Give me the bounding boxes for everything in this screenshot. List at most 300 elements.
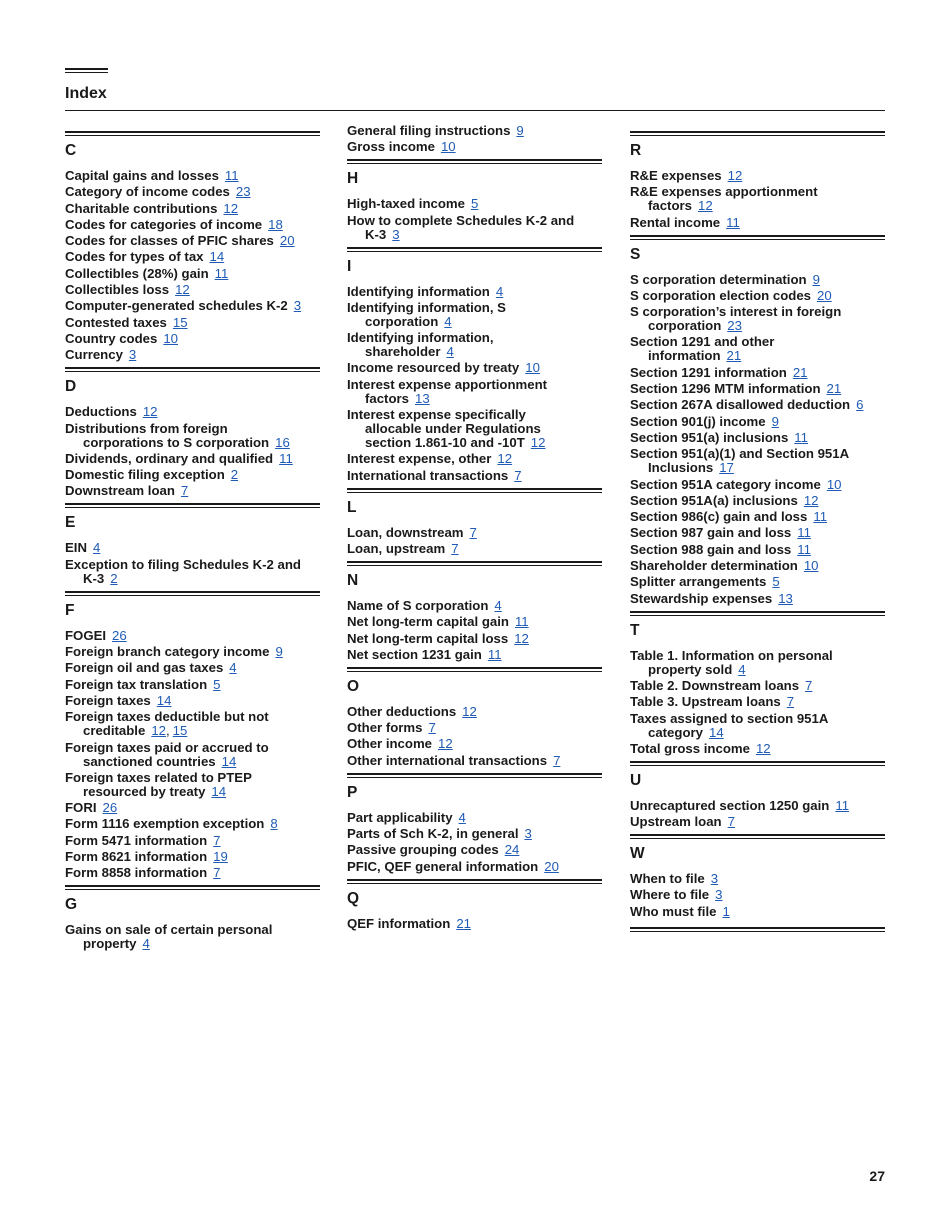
page-link[interactable]: 15: [172, 314, 188, 330]
page-link[interactable]: 11: [797, 541, 811, 557]
page-link[interactable]: 23: [727, 318, 742, 334]
entry-term: Codes for types of tax: [65, 249, 204, 265]
entry-term: QEF information: [347, 915, 451, 931]
index-section-p: [347, 773, 602, 874]
entry-term: Other international transactions: [347, 752, 548, 768]
section-rule: [347, 488, 602, 493]
index-entry: [630, 447, 885, 475]
index-entry: [630, 888, 885, 902]
page-link[interactable]: 26: [112, 627, 127, 643]
page-link[interactable]: 12: [697, 198, 713, 214]
index-entry: [65, 422, 320, 450]
entry-term: Interest expense specifically: [347, 407, 526, 423]
entry-term: Stewardship expenses: [630, 590, 773, 606]
index-entry: [630, 305, 885, 333]
index-section-u: [630, 761, 885, 829]
index-entry: [347, 615, 602, 629]
page-link[interactable]: 14: [209, 249, 225, 265]
entry-term: Shareholder determination: [630, 558, 798, 574]
entry-term: Computer-generated schedules K-2: [65, 298, 288, 314]
section-rule: [347, 667, 602, 672]
page-link[interactable]: 12: [755, 740, 771, 756]
entry-term: Foreign tax translation: [65, 676, 208, 692]
page-link[interactable]: 6: [856, 397, 864, 413]
index-entry: [65, 678, 320, 692]
entry-term: Section 1291 information: [630, 364, 787, 380]
index-entry: [347, 408, 602, 450]
page-link[interactable]: 11: [794, 429, 808, 445]
page-link[interactable]: 3: [293, 298, 302, 314]
entry-term: Taxes assigned to section 951A: [630, 710, 829, 726]
page-link[interactable]: 7: [469, 524, 477, 540]
entry-term: S corporation determination: [630, 271, 807, 287]
section-rule: [630, 761, 885, 766]
entry-term: Section 901(j) income: [630, 413, 766, 429]
index-entry: [65, 234, 320, 248]
entry-term: Foreign branch category income: [65, 644, 270, 660]
entry-term: FORI: [65, 800, 97, 816]
page-link[interactable]: 3: [524, 826, 532, 842]
section-letter: H: [347, 170, 359, 188]
entry-term: Other forms: [347, 720, 423, 736]
index-section-f: [65, 591, 320, 881]
page-link[interactable]: 8: [270, 816, 278, 832]
page-link[interactable]: 12: [530, 435, 546, 451]
section-letter: L: [347, 498, 357, 516]
page-link[interactable]: 12: [223, 200, 239, 216]
page-link[interactable]: 4: [494, 597, 502, 613]
page-link[interactable]: 18: [268, 216, 283, 232]
index-entry: [347, 721, 602, 735]
page-link[interactable]: 12: [142, 404, 158, 420]
index-column-2: [347, 124, 602, 933]
index-entry: [65, 866, 320, 880]
index-entry: [630, 431, 885, 445]
entry-term: Part applicability: [347, 809, 453, 825]
index-entry: [347, 811, 602, 825]
entry-term: Charitable contributions: [65, 200, 218, 216]
index-entry: [65, 468, 320, 482]
entry-term: Foreign oil and gas taxes: [65, 660, 224, 676]
index-entry: [630, 575, 885, 589]
entry-term: Section 986(c) gain and loss: [630, 509, 808, 525]
entry-term: R&E expenses: [630, 168, 722, 183]
section-letter: E: [65, 514, 76, 532]
index-entry: [630, 382, 885, 396]
page-link[interactable]: 9: [516, 123, 524, 138]
page-link[interactable]: 10: [826, 476, 842, 492]
page-link[interactable]: 23: [235, 184, 251, 200]
entry-term: Interest expense, other: [347, 451, 492, 467]
entry-term: category: [648, 724, 703, 740]
index-entry: [347, 737, 602, 751]
page-link[interactable]: 11: [726, 214, 740, 230]
page-link[interactable]: 11: [514, 614, 529, 630]
page-link[interactable]: 20: [279, 233, 295, 249]
page-link[interactable]: 3: [715, 887, 723, 903]
index-entry: [630, 510, 885, 524]
page-link[interactable]: 12: [514, 630, 529, 646]
index-entry: [630, 695, 885, 709]
page-link[interactable]: 14: [708, 724, 724, 740]
page-link[interactable]: 12: [803, 492, 819, 508]
section-rule: [65, 591, 320, 596]
index-entry: [630, 679, 885, 693]
index-entry: [65, 771, 320, 799]
page-link[interactable]: 7: [213, 832, 221, 848]
page-link[interactable]: 3: [128, 347, 137, 363]
index-entry: [347, 843, 602, 857]
entry-term: creditable: [83, 723, 146, 739]
section-rule: [347, 159, 602, 164]
index-entry: [65, 850, 320, 864]
index-entry: [347, 599, 602, 613]
entry-term: Section 951(a)(1) and Section 951A: [630, 446, 850, 462]
page-link[interactable]: 21: [826, 381, 842, 397]
index-section-o: [347, 667, 602, 768]
page-link[interactable]: 9: [812, 271, 820, 287]
section-rule: [630, 611, 885, 616]
page-link[interactable]: 11: [214, 265, 229, 281]
section-letter: P: [347, 783, 358, 801]
index-entry: [65, 218, 320, 232]
index-entry: [65, 250, 320, 264]
entry-term: Dividends, ordinary and qualified: [65, 450, 274, 466]
index-entry: [347, 754, 602, 768]
index-entry: [630, 478, 885, 492]
section-rule: [65, 131, 320, 136]
page-link[interactable]: 21: [792, 364, 808, 380]
section-letter: F: [65, 601, 75, 619]
entry-term: Section 1296 MTM information: [630, 381, 821, 397]
header-rule-short: [65, 68, 108, 73]
entry-term: Interest expense apportionment: [347, 376, 548, 392]
page-link[interactable]: 7: [428, 720, 436, 736]
page-link[interactable]: 4: [495, 283, 504, 299]
section-letter: C: [65, 142, 77, 159]
page-link[interactable]: 11: [797, 525, 811, 541]
page-link[interactable]: 14: [156, 692, 172, 708]
entry-term: Form 5471 information: [65, 832, 208, 848]
page-link[interactable]: 7: [553, 752, 561, 768]
page-link[interactable]: 4: [229, 660, 237, 676]
index-entry: [630, 366, 885, 380]
column-end-rule: [630, 927, 885, 932]
index-entry: [347, 361, 602, 375]
page-link[interactable]: 19: [213, 849, 228, 865]
page-link[interactable]: 11: [279, 450, 293, 466]
index-entry: [65, 405, 320, 419]
page-link[interactable]: 12: [462, 703, 477, 719]
index-entry: [630, 543, 885, 557]
page-link[interactable]: 5: [772, 574, 780, 590]
page-link[interactable]: 4: [738, 661, 746, 677]
entry-term: Section 988 gain and loss: [630, 541, 792, 557]
page-link[interactable]: 24: [504, 842, 520, 858]
index-entry: [630, 216, 885, 230]
entry-term: Section 951(a) inclusions: [630, 429, 789, 445]
entry-term: Currency: [65, 347, 123, 363]
index-entry: [347, 860, 602, 874]
index-section-n: [347, 561, 602, 662]
page-link[interactable]: 20: [817, 287, 832, 303]
index-entry: [630, 494, 885, 508]
index-entry: [65, 817, 320, 831]
index-section-c: [65, 131, 320, 362]
entry-term: PFIC, QEF general information: [347, 858, 539, 874]
section-rule: [347, 247, 602, 252]
index-entry: [65, 185, 320, 199]
page-link[interactable]: 3: [392, 226, 400, 242]
index-entry: [630, 169, 885, 183]
page-link[interactable]: 15: [172, 723, 188, 739]
section-rule: [630, 235, 885, 240]
section-letter: S: [630, 245, 641, 263]
index-entry: [65, 484, 320, 498]
section-rule: [347, 773, 602, 778]
index-entry: [630, 905, 885, 919]
entry-term: Domestic filing exception: [65, 467, 225, 483]
entry-term: Net section 1231 gain: [347, 646, 482, 662]
index-entry: [347, 469, 602, 483]
entry-term: How to complete Schedules K-2 and: [347, 212, 575, 228]
page-link[interactable]: 13: [414, 390, 430, 406]
section-rule: [347, 879, 602, 884]
index-entry: [630, 799, 885, 813]
index-entry: [347, 526, 602, 540]
section-letter: O: [347, 677, 360, 695]
page-link[interactable]: 10: [803, 558, 819, 574]
section-letter: N: [347, 571, 359, 589]
index-entry: [65, 299, 320, 313]
entry-term: FOGEI: [65, 627, 107, 643]
section-letter: D: [65, 378, 77, 396]
section-rule: [65, 503, 320, 508]
entry-term: Section 1291 and other: [630, 334, 775, 350]
index-entry: [347, 632, 602, 646]
page-link[interactable]: 7: [786, 694, 795, 710]
page-link[interactable]: 3: [710, 871, 719, 887]
entry-term: Rental income: [630, 214, 721, 230]
entry-term: information: [648, 348, 721, 364]
page-link[interactable]: 20: [544, 858, 559, 874]
page-link[interactable]: 7: [213, 865, 221, 881]
entry-term: Income resourced by treaty: [347, 360, 520, 376]
page-link[interactable]: 9: [275, 644, 283, 660]
section-rule: [630, 131, 885, 136]
page-separator: ,: [165, 723, 170, 739]
entry-term: Net long-term capital loss: [347, 630, 509, 646]
page-link[interactable]: 26: [102, 800, 118, 816]
page-link[interactable]: 4: [444, 313, 452, 329]
entry-term: Foreign taxes related to PTEP: [65, 769, 252, 785]
entry-term: High-taxed income: [347, 196, 465, 212]
entry-term: Unrecaptured section 1250 gain: [630, 797, 830, 813]
page-link[interactable]: 11: [813, 509, 828, 525]
index-entry: [630, 185, 885, 213]
entry-term: Identifying information, S: [347, 299, 506, 315]
index-entry: [630, 526, 885, 540]
index-entry: [65, 741, 320, 769]
page-title: Index: [65, 85, 107, 102]
index-section-d: [65, 367, 320, 498]
entry-term: Foreign taxes: [65, 692, 151, 708]
page-link[interactable]: 10: [440, 139, 456, 155]
page-link[interactable]: 4: [142, 936, 150, 952]
page-link[interactable]: 4: [458, 809, 466, 825]
entry-term: Passive grouping codes: [347, 842, 499, 858]
index-section-t: [630, 611, 885, 756]
page-link[interactable]: 17: [719, 460, 734, 476]
page-link[interactable]: 7: [180, 483, 189, 499]
index-entry: [630, 559, 885, 573]
index-entry: [65, 169, 320, 183]
index-entry: [65, 202, 320, 216]
index-entry: [65, 661, 320, 675]
entry-term: Other deductions: [347, 703, 457, 719]
index-entry: [347, 827, 602, 841]
entry-term: Deductions: [65, 404, 137, 420]
page-link[interactable]: 7: [514, 467, 522, 483]
index-entry: [65, 834, 320, 848]
index-entry: [630, 742, 885, 756]
index-entry: [65, 558, 320, 586]
entry-term: Total gross income: [630, 740, 750, 756]
entry-term: shareholder: [365, 344, 441, 360]
index-entry: [65, 541, 320, 555]
entry-term: Upstream loan: [630, 814, 722, 830]
page-link[interactable]: 16: [275, 434, 290, 450]
index-entry: [347, 140, 602, 154]
index-entry: [347, 542, 602, 556]
page-link[interactable]: 7: [451, 540, 459, 556]
index-entry: [347, 331, 602, 359]
entry-term: Where to file: [630, 887, 710, 903]
page-link[interactable]: 2: [230, 467, 239, 483]
page-link[interactable]: 11: [487, 646, 502, 662]
index-entry: [65, 348, 320, 362]
index-entry: [65, 923, 320, 951]
entry-term: Identifying information: [347, 283, 490, 299]
index-entry: [65, 694, 320, 708]
index-section-w: [630, 834, 885, 919]
page-link[interactable]: 1: [722, 903, 730, 919]
page-link[interactable]: 14: [211, 783, 227, 799]
entry-term: Loan, upstream: [347, 540, 446, 556]
page-link[interactable]: 14: [221, 753, 237, 769]
index-entry: [630, 872, 885, 886]
entry-term: factors: [365, 390, 409, 406]
entry-term: When to file: [630, 871, 705, 887]
index-entry: [347, 285, 602, 299]
page-link[interactable]: 12: [175, 282, 190, 298]
entry-term: Parts of Sch K-2, in general: [347, 826, 519, 842]
page-link[interactable]: 2: [110, 570, 118, 586]
page-link[interactable]: 12: [497, 451, 513, 467]
index-entry: [347, 301, 602, 329]
entry-term: General filing instructions: [347, 123, 511, 138]
entry-term: Section 951A category income: [630, 476, 821, 492]
index-entry: [347, 917, 602, 931]
entry-term: property: [83, 936, 137, 952]
entry-term: Form 8858 information: [65, 865, 208, 881]
page-link[interactable]: 10: [163, 330, 178, 346]
entry-term: Category of income codes: [65, 184, 230, 200]
index-entry: [630, 398, 885, 412]
page-link[interactable]: 21: [456, 915, 471, 931]
page-link[interactable]: 12: [727, 168, 743, 183]
entry-term: Contested taxes: [65, 314, 167, 330]
entry-term: property sold: [648, 661, 733, 677]
section-rule: [65, 367, 320, 372]
index-entry: [630, 649, 885, 677]
entry-term: Downstream loan: [65, 483, 175, 499]
index-section-l: [347, 488, 602, 556]
section-letter: R: [630, 142, 642, 159]
page-link[interactable]: 7: [805, 677, 813, 693]
page-link[interactable]: 13: [778, 590, 793, 606]
entry-term: S corporation election codes: [630, 287, 811, 303]
entry-term: resourced by treaty: [83, 783, 206, 799]
index-entry: [347, 124, 602, 138]
entry-term: Other income: [347, 736, 433, 752]
entry-term: Inclusions: [648, 460, 714, 476]
entry-term: Who must file: [630, 903, 717, 919]
page-link[interactable]: 11: [224, 168, 239, 183]
page-link[interactable]: 9: [771, 413, 779, 429]
index-entry: [630, 415, 885, 429]
entry-term: Table 1. Information on personal: [630, 647, 833, 663]
section-letter: T: [630, 621, 640, 639]
index-entry: [630, 289, 885, 303]
entry-term: Section 987 gain and loss: [630, 525, 792, 541]
entry-term: Loan, downstream: [347, 524, 464, 540]
page-link[interactable]: 4: [92, 540, 101, 556]
page-link[interactable]: 7: [727, 814, 735, 830]
entry-term: Section 267A disallowed deduction: [630, 397, 851, 413]
page-link[interactable]: 12: [151, 723, 166, 739]
index-entry: [65, 801, 320, 815]
page-link[interactable]: 10: [525, 360, 540, 376]
entry-term: Form 1116 exemption exception: [65, 816, 265, 832]
page-link[interactable]: 11: [835, 797, 850, 813]
entry-term: Splitter arrangements: [630, 574, 767, 590]
index-entry: [347, 378, 602, 406]
page-link[interactable]: 12: [438, 736, 453, 752]
entry-term: allocable under Regulations: [365, 421, 541, 437]
section-letter: U: [630, 771, 642, 789]
entry-term: Identifying information,: [347, 330, 494, 346]
page-link[interactable]: 5: [470, 196, 479, 212]
index-entry: [65, 316, 320, 330]
index-entry: [65, 645, 320, 659]
index-entry: [65, 283, 320, 297]
index-entry: [630, 592, 885, 606]
entry-term: corporations to S corporation: [83, 434, 270, 450]
entry-term: Name of S corporation: [347, 597, 489, 613]
entry-term: Foreign taxes paid or accrued to: [65, 739, 269, 755]
page-link[interactable]: 5: [213, 676, 221, 692]
index-column-3: [630, 124, 885, 932]
index-section-r: [630, 131, 885, 230]
index-entry: [65, 710, 320, 738]
page-link[interactable]: 4: [446, 344, 454, 360]
page-link[interactable]: 21: [726, 348, 742, 364]
entry-term: Table 2. Downstream loans: [630, 677, 800, 693]
index-section-q: [347, 879, 602, 931]
entry-term: corporation: [648, 318, 722, 334]
entry-term: K-3: [365, 226, 387, 242]
